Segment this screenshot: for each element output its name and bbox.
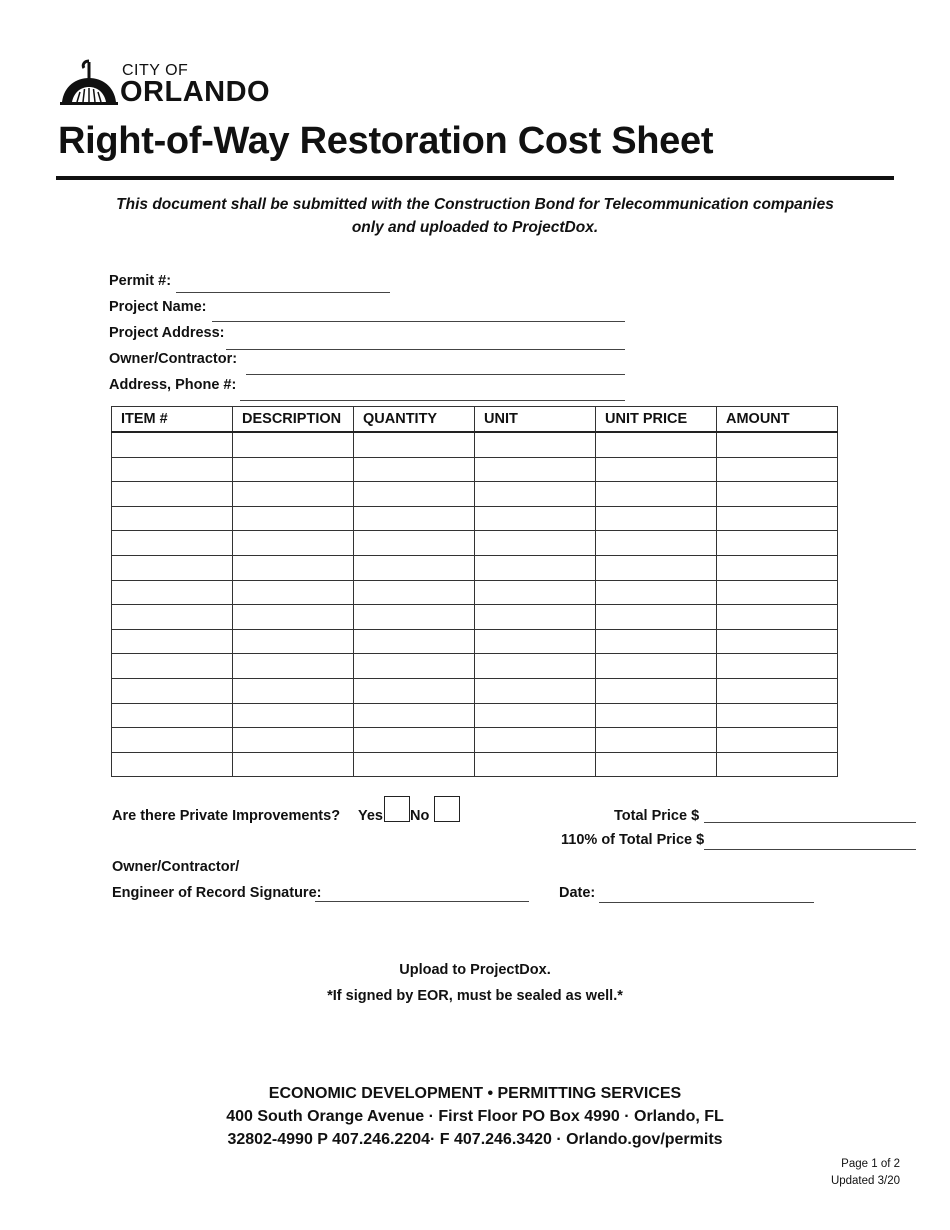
table-row — [112, 629, 838, 654]
table-cell[interactable] — [112, 555, 233, 580]
table-cell[interactable] — [112, 506, 233, 531]
table-cell[interactable] — [233, 654, 354, 679]
date-label: Date: — [559, 885, 596, 901]
table-cell[interactable] — [112, 752, 233, 777]
address-phone-label: Address, Phone #: — [109, 377, 237, 393]
signature-label-line1: Owner/Contractor/ — [112, 859, 240, 875]
table-cell[interactable] — [233, 629, 354, 654]
table-cell[interactable] — [233, 605, 354, 630]
table-cell[interactable] — [233, 432, 354, 457]
table-cell[interactable] — [596, 555, 717, 580]
header-quantity: QUANTITY — [354, 407, 475, 433]
table-cell[interactable] — [717, 728, 838, 753]
table-cell[interactable] — [475, 629, 596, 654]
table-row — [112, 605, 838, 630]
table-cell[interactable] — [354, 728, 475, 753]
table-cell[interactable] — [354, 432, 475, 457]
table-cell[interactable] — [233, 531, 354, 556]
table-cell[interactable] — [233, 752, 354, 777]
table-cell[interactable] — [717, 629, 838, 654]
table-cell[interactable] — [475, 580, 596, 605]
owner-contractor-label: Owner/Contractor: — [109, 351, 238, 367]
table-cell[interactable] — [717, 506, 838, 531]
table-cell[interactable] — [596, 531, 717, 556]
table-cell[interactable] — [717, 482, 838, 507]
table-cell[interactable] — [596, 506, 717, 531]
table-row — [112, 506, 838, 531]
address-phone-input[interactable] — [240, 400, 625, 401]
permit-input[interactable] — [176, 292, 390, 293]
table-cell[interactable] — [233, 728, 354, 753]
owner-contractor-input[interactable] — [246, 374, 625, 375]
eor-note: *If signed by EOR, must be sealed as well.* — [327, 988, 623, 1004]
table-cell[interactable] — [112, 457, 233, 482]
table-cell[interactable] — [354, 555, 475, 580]
table-row — [112, 703, 838, 728]
table-cell[interactable] — [112, 654, 233, 679]
table-cell[interactable] — [354, 580, 475, 605]
table-cell[interactable] — [717, 605, 838, 630]
signature-input[interactable] — [315, 901, 529, 902]
no-label: No — [410, 808, 430, 824]
total-110-label: 110% of Total Price $ — [561, 832, 705, 848]
table-cell[interactable] — [112, 580, 233, 605]
table-cell[interactable] — [475, 728, 596, 753]
table-cell[interactable] — [112, 432, 233, 457]
project-name-label: Project Name: — [109, 299, 207, 315]
table-cell[interactable] — [354, 482, 475, 507]
table-cell[interactable] — [233, 555, 354, 580]
table-cell[interactable] — [475, 752, 596, 777]
table-cell[interactable] — [112, 678, 233, 703]
header-unit-price: UNIT PRICE — [596, 407, 717, 433]
project-name-input[interactable] — [212, 321, 625, 322]
table-cell[interactable] — [717, 457, 838, 482]
table-cell[interactable] — [596, 457, 717, 482]
table-cell[interactable] — [475, 482, 596, 507]
table-cell[interactable] — [475, 654, 596, 679]
title-divider — [56, 176, 894, 180]
table-row — [112, 555, 838, 580]
table-cell[interactable] — [596, 482, 717, 507]
logo-city-of: CITY OF — [122, 62, 189, 79]
intro-text: This document shall be submitted with the Construction Bond for Telecommunication companies only and uploaded to ProjectDox. — [116, 196, 834, 236]
table-row — [112, 654, 838, 679]
updated-date: Updated 3/20 — [830, 1175, 900, 1187]
table-row — [112, 457, 838, 482]
table-cell[interactable] — [717, 432, 838, 457]
table-cell[interactable] — [354, 678, 475, 703]
fountain-icon — [60, 58, 118, 106]
table-row — [112, 728, 838, 753]
footer-department: ECONOMIC DEVELOPMENT • PERMITTING SERVICES — [268, 1085, 682, 1102]
table-cell[interactable] — [475, 703, 596, 728]
table-cell[interactable] — [233, 457, 354, 482]
table-cell[interactable] — [112, 482, 233, 507]
table-cell[interactable] — [596, 605, 717, 630]
table-cell[interactable] — [354, 605, 475, 630]
table-cell[interactable] — [717, 531, 838, 556]
table-cell[interactable] — [596, 629, 717, 654]
table-row — [112, 432, 838, 457]
table-cell[interactable] — [596, 654, 717, 679]
table-cell[interactable] — [717, 580, 838, 605]
table-cell[interactable] — [717, 678, 838, 703]
total-110-input[interactable] — [704, 849, 916, 850]
table-cell[interactable] — [233, 703, 354, 728]
table-cell[interactable] — [354, 531, 475, 556]
table-row — [112, 752, 838, 777]
footer-address: 400 South Orange Avenue · First Floor PO Box 4990 · Orlando, FL — [226, 1108, 724, 1125]
table-cell[interactable] — [596, 752, 717, 777]
table-cell[interactable] — [596, 432, 717, 457]
table-cell[interactable] — [112, 728, 233, 753]
table-body — [112, 432, 838, 777]
table-cell[interactable] — [233, 678, 354, 703]
table-row — [112, 482, 838, 507]
table-cell[interactable] — [475, 432, 596, 457]
table-cell[interactable] — [596, 728, 717, 753]
table-cell[interactable] — [112, 605, 233, 630]
table-cell[interactable] — [354, 629, 475, 654]
table-cell[interactable] — [475, 531, 596, 556]
table-cell[interactable] — [475, 678, 596, 703]
footer-contact: 32802-4990 P 407.246.2204· F 407.246.3420 · Orlando.gov/permits — [227, 1131, 723, 1148]
table-cell[interactable] — [475, 506, 596, 531]
header-description: DESCRIPTION — [233, 407, 354, 433]
table-cell[interactable] — [717, 703, 838, 728]
table-cell[interactable] — [475, 605, 596, 630]
signature-label-line2: Engineer of Record Signature: — [112, 885, 322, 901]
table-cell[interactable] — [354, 506, 475, 531]
table-cell[interactable] — [596, 678, 717, 703]
table-cell[interactable] — [717, 654, 838, 679]
table-row — [112, 678, 838, 703]
project-address-label: Project Address: — [109, 325, 225, 341]
table-cell[interactable] — [717, 555, 838, 580]
table-cell[interactable] — [717, 752, 838, 777]
upload-note: Upload to ProjectDox. — [399, 962, 551, 978]
table-cell[interactable] — [233, 580, 354, 605]
permit-label: Permit #: — [109, 273, 172, 289]
table-cell[interactable] — [596, 580, 717, 605]
logo-orlando: ORLANDO — [120, 76, 271, 108]
yes-checkbox[interactable] — [384, 796, 410, 822]
table-cell[interactable] — [354, 654, 475, 679]
header-item: ITEM # — [112, 407, 233, 433]
page-title: Right-of-Way Restoration Cost Sheet — [58, 120, 714, 162]
city-logo — [60, 56, 280, 108]
no-checkbox[interactable] — [434, 796, 460, 822]
table-cell[interactable] — [354, 703, 475, 728]
table-cell[interactable] — [112, 629, 233, 654]
private-improvements-question: Are there Private Improvements? — [112, 808, 341, 824]
cost-table — [111, 406, 838, 777]
project-address-input[interactable] — [226, 349, 625, 350]
table-cell[interactable] — [354, 752, 475, 777]
header-amount: AMOUNT — [717, 407, 838, 433]
page-number: Page 1 of 2 — [841, 1158, 900, 1170]
table-cell[interactable] — [112, 703, 233, 728]
table-cell[interactable] — [596, 703, 717, 728]
table-header-row — [112, 407, 838, 433]
table-row — [112, 580, 838, 605]
total-price-label: Total Price $ — [614, 808, 700, 824]
table-cell[interactable] — [112, 531, 233, 556]
table-row — [112, 531, 838, 556]
table-cell[interactable] — [354, 457, 475, 482]
table-cell[interactable] — [475, 555, 596, 580]
table-cell[interactable] — [233, 506, 354, 531]
table-cell[interactable] — [475, 457, 596, 482]
date-input[interactable] — [599, 902, 814, 903]
table-cell[interactable] — [233, 482, 354, 507]
header-unit: UNIT — [475, 407, 596, 433]
yes-label: Yes — [358, 808, 383, 824]
total-price-input[interactable] — [704, 822, 916, 823]
